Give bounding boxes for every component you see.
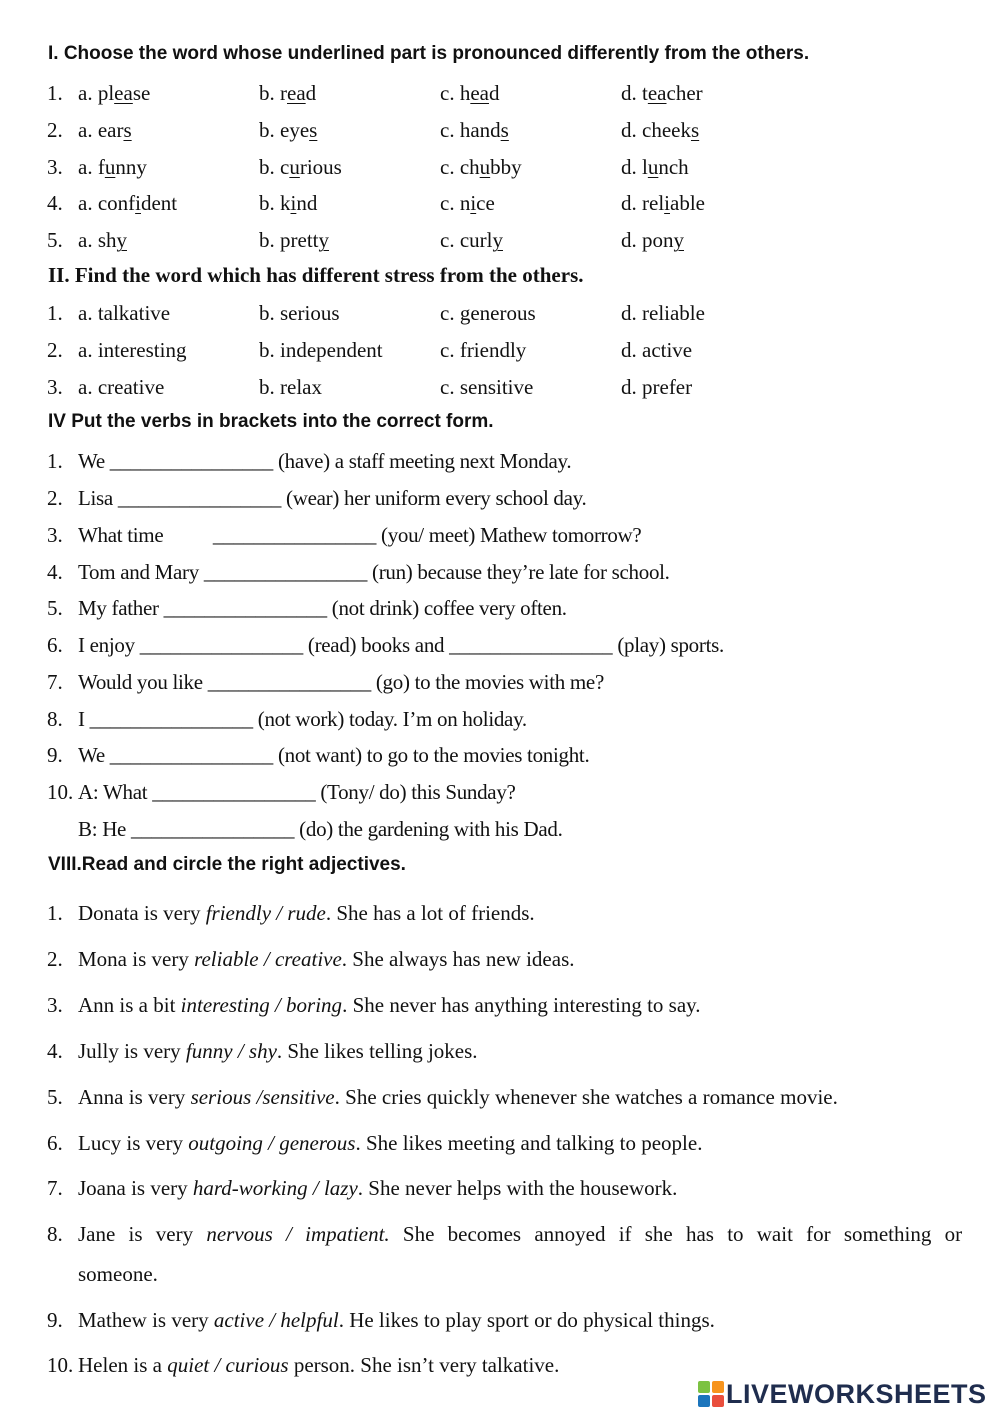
option-text: d. l xyxy=(621,155,648,179)
underlined-letters: s xyxy=(690,118,700,142)
sentence-text: Donata is very xyxy=(78,901,206,925)
underlined-letters: y xyxy=(673,228,684,252)
answer-option-c[interactable] xyxy=(440,225,503,255)
item-number: 7. xyxy=(47,1176,63,1200)
answer-option-c[interactable] xyxy=(440,78,499,108)
sentence-text: . She never helps with the housework. xyxy=(357,1176,678,1200)
answer-option-a[interactable]: a. talkative xyxy=(78,301,171,325)
sentence-with-blank[interactable]: Would you like ________________ (go) to the movies with me? xyxy=(78,670,604,694)
sentence-word: she xyxy=(644,1222,673,1246)
circle-adjective-row xyxy=(0,1036,1000,1066)
sentence-text: Anna is very xyxy=(78,1085,191,1109)
liveworksheets-logo[interactable] xyxy=(698,1377,987,1411)
answer-option-c[interactable] xyxy=(440,115,509,145)
option-text: rious xyxy=(299,155,342,179)
option-text: able xyxy=(670,191,705,215)
item-number: 5. xyxy=(47,228,63,252)
option-text: a. ear xyxy=(78,118,124,142)
option-text: nny xyxy=(115,155,147,179)
sentence xyxy=(78,1305,715,1335)
sentence xyxy=(78,898,535,928)
option-text: d. t xyxy=(621,81,648,105)
fill-in-row xyxy=(0,557,1000,587)
item-number: 4. xyxy=(47,191,63,215)
option-text: b. k xyxy=(259,191,291,215)
answer-option-c[interactable] xyxy=(440,188,495,218)
item-number: 3. xyxy=(47,523,63,547)
circle-adjective-row xyxy=(0,1128,1000,1158)
adjective-choice[interactable]: impatient. xyxy=(305,1222,390,1246)
sentence xyxy=(78,1128,702,1158)
item-number: 5. xyxy=(47,596,63,620)
circle-adjective-row xyxy=(0,1350,1000,1380)
circle-adjective-row xyxy=(0,1219,1000,1249)
underlined-letters: i xyxy=(290,191,297,215)
sentence-text: someone. xyxy=(78,1262,158,1286)
item-number: 9. xyxy=(47,743,63,767)
item-number: 4. xyxy=(47,1039,63,1063)
fill-in-row xyxy=(0,483,1000,513)
item-number: 9. xyxy=(47,1308,63,1332)
answer-option-a[interactable] xyxy=(78,115,132,145)
item-number: 5. xyxy=(47,1085,63,1109)
sentence-with-blank[interactable]: I ________________ (not work) today. I’m on holiday. xyxy=(78,707,527,731)
item-number: 1. xyxy=(47,901,63,925)
adjective-choice[interactable]: active / helpful xyxy=(213,1308,339,1332)
sentence-with-blank[interactable]: Tom and Mary ________________ (run) because they’re late for school. xyxy=(78,560,670,584)
option-text: nch xyxy=(658,155,689,179)
liveworksheets-logo-icon xyxy=(698,1381,724,1407)
underlined-letters: u xyxy=(479,155,491,179)
item-number: 2. xyxy=(47,338,63,362)
underlined-letters: u xyxy=(104,155,116,179)
sentence-word: She xyxy=(402,1222,435,1246)
sentence-word: wait xyxy=(756,1222,793,1246)
sentence-with-blank[interactable]: My father ________________ (not drink) coffee very often. xyxy=(78,596,567,620)
option-text: dent xyxy=(140,191,178,215)
adjective-choice[interactable]: friendly / rude xyxy=(205,901,326,925)
underlined-letters: i xyxy=(135,191,141,215)
circle-adjective-row xyxy=(0,1082,1000,1112)
underlined-letters: ea xyxy=(114,81,133,105)
answer-option-d[interactable] xyxy=(621,188,705,218)
sentence-text: Mona is very xyxy=(78,947,195,971)
option-text: a. pl xyxy=(78,81,115,105)
answer-option-a[interactable]: a. interesting xyxy=(78,338,187,362)
answer-option-a[interactable] xyxy=(78,225,127,255)
sentence-word: something xyxy=(843,1222,932,1246)
answer-option-a[interactable]: a. creative xyxy=(78,375,165,399)
item-number: 1. xyxy=(47,81,63,105)
question-row xyxy=(0,335,1000,365)
sentence-text: . She likes meeting and talking to people. xyxy=(355,1131,703,1155)
question-row xyxy=(0,225,1000,255)
fill-in-row xyxy=(0,520,1000,550)
option-text: d xyxy=(305,81,317,105)
sentence-with-blank[interactable]: A: What ________________ (Tony/ do) this Sunday? xyxy=(78,780,516,804)
item-number: 1. xyxy=(47,301,63,325)
question-row xyxy=(0,115,1000,145)
underlined-letters: ea xyxy=(470,81,489,105)
sentence-text: person. She isn’t very talkative. xyxy=(288,1353,560,1377)
logo-tile-orange xyxy=(712,1381,724,1393)
sentence-with-blank[interactable]: B: He ________________ (do) the gardening with his Dad. xyxy=(78,817,563,841)
item-number: 2. xyxy=(47,118,63,142)
question-row xyxy=(0,372,1000,402)
item-number: 6. xyxy=(47,1131,63,1155)
sentence xyxy=(78,944,575,974)
adjective-choice[interactable]: outgoing / generous xyxy=(188,1131,356,1155)
underlined-letters: u xyxy=(289,155,300,179)
option-text: d. pon xyxy=(621,228,674,252)
section-heading: I. Choose the word whose underlined part is pronounced differently from the others. xyxy=(48,43,810,64)
item-number: 6. xyxy=(47,633,63,657)
adjective-choice[interactable]: interesting / boring xyxy=(180,993,343,1017)
sentence xyxy=(78,1082,838,1112)
sentence-text: Joana is very xyxy=(78,1176,193,1200)
underlined-letters: s xyxy=(309,118,318,142)
sentence-word: is xyxy=(128,1222,143,1246)
sentence-text: . He likes to play sport or do physical things. xyxy=(338,1308,715,1332)
sentence-with-blank[interactable]: We ________________ (not want) to go to the movies tonight. xyxy=(78,743,590,767)
sentence-with-blank[interactable]: We ________________ (have) a staff meeting next Monday. xyxy=(78,449,572,473)
sentence-word: becomes xyxy=(447,1222,522,1246)
underlined-letters: i xyxy=(470,191,477,215)
question-row xyxy=(0,152,1000,182)
sentence xyxy=(78,1173,677,1203)
answer-option-b[interactable]: b. relax xyxy=(259,375,322,399)
logo-text: LIVEWORKSHEETS xyxy=(726,1378,987,1409)
fill-in-row xyxy=(0,814,1000,844)
fill-in-row xyxy=(0,740,1000,770)
sentence-text: . She likes telling jokes. xyxy=(276,1039,478,1063)
sentence xyxy=(78,990,701,1020)
answer-option-b[interactable] xyxy=(259,78,316,108)
circle-adjective-row xyxy=(0,898,1000,928)
fill-in-row xyxy=(0,593,1000,623)
adjective-choice[interactable]: hard-working / lazy xyxy=(192,1176,358,1200)
underlined-letters: i xyxy=(664,191,670,215)
item-number: 3. xyxy=(47,155,63,179)
answer-option-b[interactable]: b. independent xyxy=(259,338,383,362)
answer-option-d[interactable]: d. reliable xyxy=(621,301,705,325)
sentence-text: . She cries quickly whenever she watches a romance movie. xyxy=(334,1085,838,1109)
circle-adjective-row xyxy=(0,1305,1000,1335)
question-row xyxy=(0,188,1000,218)
section-heading: VIII.Read and circle the right adjectives. xyxy=(48,854,406,875)
item-number: 2. xyxy=(47,486,63,510)
item-number: 8. xyxy=(47,1222,63,1246)
answer-option-a[interactable] xyxy=(78,152,147,182)
sentence-text: Lucy is very xyxy=(78,1131,189,1155)
fill-in-row xyxy=(0,630,1000,660)
option-text: c. ch xyxy=(440,155,480,179)
option-text: d. rel xyxy=(621,191,665,215)
answer-option-c[interactable]: c. friendly xyxy=(440,338,527,362)
sentence-text: . She never has anything interesting to say. xyxy=(342,993,701,1017)
underlined-letters: s xyxy=(123,118,132,142)
fill-in-row xyxy=(0,667,1000,697)
sentence-text: Jully is very xyxy=(78,1039,186,1063)
option-text: d xyxy=(488,81,500,105)
option-text: c. curl xyxy=(440,228,493,252)
answer-option-c[interactable]: c. generous xyxy=(440,301,536,325)
answer-option-d[interactable]: d. active xyxy=(621,338,693,362)
adjective-choice[interactable]: funny / shy xyxy=(185,1039,277,1063)
item-number: 8. xyxy=(47,707,63,731)
sentence-text: Helen is a xyxy=(78,1353,168,1377)
option-text: b. r xyxy=(259,81,287,105)
option-text: b. eye xyxy=(259,118,310,142)
answer-option-b[interactable] xyxy=(259,152,342,182)
adjective-choice[interactable]: reliable / creative xyxy=(194,947,342,971)
sentence-word: or xyxy=(944,1222,963,1246)
option-text: b. c xyxy=(259,155,290,179)
item-number: 10. xyxy=(47,780,74,804)
adjective-choice[interactable]: serious /sensitive xyxy=(190,1085,335,1109)
option-text: d. cheek xyxy=(621,118,691,142)
item-number: 3. xyxy=(47,375,63,399)
sentence-text: Mathew is very xyxy=(78,1308,214,1332)
answer-option-b[interactable] xyxy=(259,225,329,255)
sentence-word: very xyxy=(155,1222,194,1246)
sentence-word: if xyxy=(618,1222,632,1246)
answer-option-d[interactable] xyxy=(621,78,703,108)
answer-option-a[interactable] xyxy=(78,188,177,218)
sentence-with-blank[interactable]: What time ________________ (you/ meet) Mathew tomorrow? xyxy=(78,523,642,547)
sentence-continuation xyxy=(0,1259,1000,1289)
item-number: 1. xyxy=(47,449,63,473)
section-heading: II. Find the word which has different stress from the others. xyxy=(48,263,584,287)
sentence xyxy=(78,1036,478,1066)
circle-adjective-row xyxy=(0,990,1000,1020)
underlined-letters: y xyxy=(318,228,329,252)
answer-option-c[interactable] xyxy=(440,152,522,182)
sentence xyxy=(78,1350,559,1380)
question-row xyxy=(0,78,1000,108)
circle-adjective-row xyxy=(0,944,1000,974)
answer-option-a[interactable] xyxy=(78,78,150,108)
answer-option-d[interactable] xyxy=(621,152,689,182)
option-text: a. conf xyxy=(78,191,136,215)
item-number: 2. xyxy=(47,947,63,971)
item-number: 10. xyxy=(47,1353,74,1377)
option-text: c. h xyxy=(440,81,471,105)
answer-option-d[interactable]: d. prefer xyxy=(621,375,693,399)
underlined-letters: ea xyxy=(647,81,667,105)
sentence-with-blank[interactable]: I enjoy ________________ (read) books and ________________ (play) sports. xyxy=(78,633,724,657)
option-text: c. hand xyxy=(440,118,501,142)
sentence-word: for xyxy=(806,1222,831,1246)
answer-option-b[interactable] xyxy=(259,115,317,145)
fill-in-row xyxy=(0,704,1000,734)
answer-option-b[interactable] xyxy=(259,188,317,218)
adjective-choice[interactable]: quiet / curious xyxy=(167,1353,289,1377)
underlined-letters: ea xyxy=(287,81,306,105)
underlined-letters: s xyxy=(500,118,509,142)
logo-tile-red xyxy=(712,1395,724,1407)
item-number: 3. xyxy=(47,993,63,1017)
option-text: nd xyxy=(296,191,318,215)
sentence-with-blank[interactable]: Lisa ________________ (wear) her uniform every school day. xyxy=(78,486,587,510)
sentence-word: annoyed xyxy=(534,1222,606,1246)
sentence xyxy=(78,1219,962,1249)
adjective-choice[interactable]: / xyxy=(286,1222,292,1246)
option-text: a. f xyxy=(78,155,105,179)
sentence-text: . She has a lot of friends. xyxy=(325,901,535,925)
option-text: b. prett xyxy=(259,228,319,252)
logo-tile-blue xyxy=(698,1395,710,1407)
circle-adjective-row xyxy=(0,1173,1000,1203)
underlined-letters: y xyxy=(116,228,127,252)
sentence-word: to xyxy=(727,1222,744,1246)
sentence-word: Jane xyxy=(78,1222,116,1246)
underlined-letters: u xyxy=(647,155,659,179)
section-heading: IV Put the verbs in brackets into the correct form. xyxy=(48,411,494,432)
option-text: a. sh xyxy=(78,228,117,252)
option-text: cher xyxy=(666,81,703,105)
sentence-text: . She always has new ideas. xyxy=(341,947,575,971)
option-text: ce xyxy=(476,191,495,215)
sentence-text: Ann is a bit xyxy=(78,993,181,1017)
fill-in-row xyxy=(0,446,1000,476)
option-text: bby xyxy=(490,155,522,179)
logo-tile-green xyxy=(698,1381,710,1393)
option-text: se xyxy=(132,81,151,105)
answer-option-b[interactable]: b. serious xyxy=(259,301,340,325)
item-number: 7. xyxy=(47,670,63,694)
adjective-choice[interactable]: nervous xyxy=(206,1222,273,1246)
answer-option-d[interactable] xyxy=(621,115,699,145)
question-row xyxy=(0,298,1000,328)
answer-option-d[interactable] xyxy=(621,225,684,255)
fill-in-row xyxy=(0,777,1000,807)
answer-option-c[interactable]: c. sensitive xyxy=(440,375,534,399)
item-number: 4. xyxy=(47,560,63,584)
sentence-word: has xyxy=(685,1222,714,1246)
option-text: c. n xyxy=(440,191,471,215)
underlined-letters: y xyxy=(492,228,503,252)
